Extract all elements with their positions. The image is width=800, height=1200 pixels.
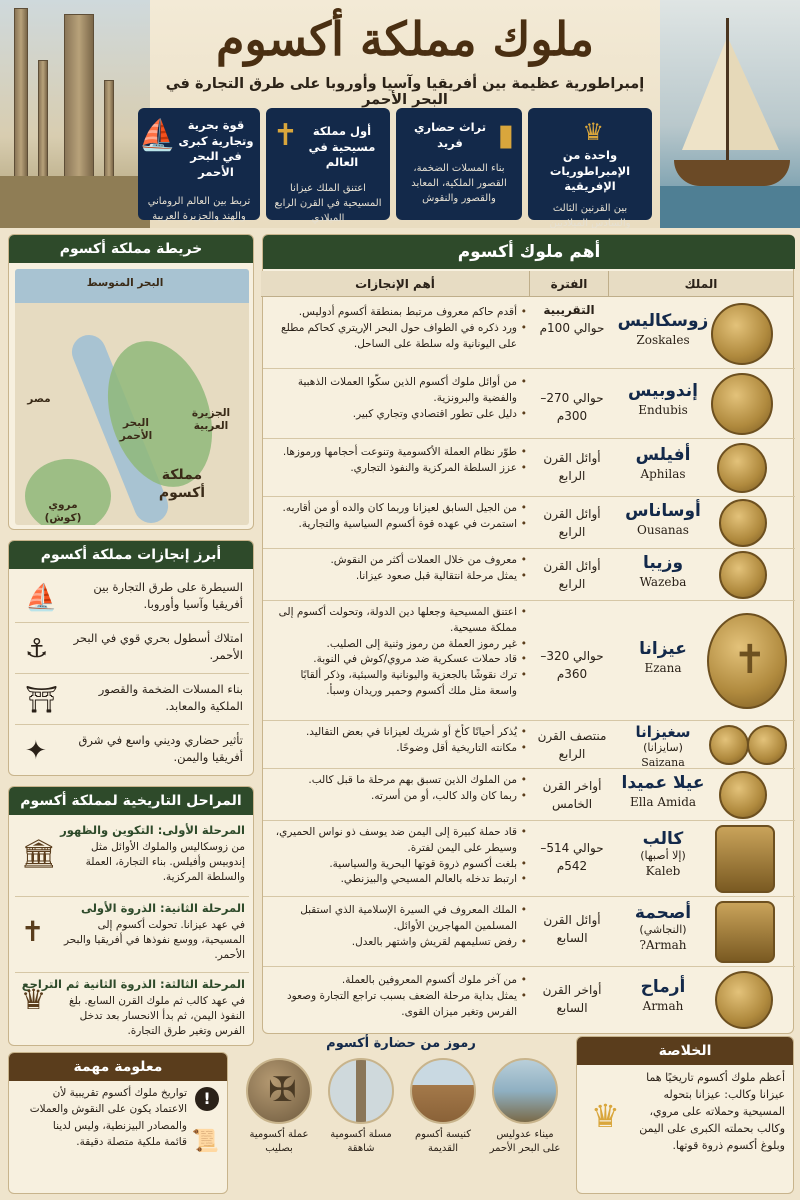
symbols-title: رموز من حضارة أكسوم: [326, 1036, 476, 1051]
coin-portrait: [711, 303, 773, 365]
stage-item: ✝ المرحلة الثانية: الذروة الأولى في عهد عيزانا. تحولت أكسوم إلى المسيحية، ووسع نفوذها في أفريقيا والبحر الأحمر.: [15, 901, 249, 973]
coin-portrait: [747, 725, 787, 765]
ship-icon: ⛵: [25, 583, 58, 613]
map-panel: [8, 234, 254, 530]
header-banner: [0, 0, 800, 228]
obelisk-icon: ▮: [497, 118, 514, 153]
exclamation-icon: !: [195, 1087, 219, 1111]
crown-icon: ♛: [21, 983, 47, 1016]
ship-illustration: [660, 0, 800, 228]
coin-portrait: [707, 613, 787, 709]
symbol-item: مسلة أكسومية شاهقة: [324, 1058, 398, 1156]
column-header-king: الملك: [609, 271, 793, 297]
feature-card: ⛵ قوة بحرية وتجارية كبرى في البحر الأحمر تربط بين العالم الروماني والهند والجزيرة العربية: [138, 108, 260, 220]
scroll-icon: 📜: [191, 1129, 219, 1154]
achievements-title: أبرز إنجازات مملكة أكسوم: [9, 541, 253, 569]
coin-portrait: [717, 443, 767, 493]
feature-card: ♛ واحدة من الإمبراطوريات الإفريقية بين القرنين الثالث والسادس الميلاديين: [528, 108, 652, 220]
crown-icon: ♛: [582, 118, 604, 146]
page-title: ملوك مملكة أكسوم: [215, 12, 595, 66]
kingdom-map: البحر المتوسط مصر البحر الأحمر الجزيرة العربية مملكة أكسوم مروي (كوش): [15, 269, 249, 525]
cross-icon: ✝: [733, 637, 767, 683]
cross-icon: ✝: [272, 118, 298, 153]
table-row: ✝ عيزانا Ezana حوالي 320–360م • اعتنق المسيحية وجعلها دين الدولة، وتحولت أكسوم إلى مملكة مسيحية. • غير رموز العملة من رموز وثنية إلى الصليب. • قاد حملات عسكرية ضد مروي/كوش في النوبة. • ترك نقوشًا بالجعزية واليونانية والسبئية، وذكر ألقابًا واسعة مثل ملك أكسوم وحمير وريدان وسبأ.: [263, 601, 795, 721]
coin-portrait: [709, 725, 749, 765]
king-portrait: [715, 825, 775, 893]
summary-panel: [576, 1036, 794, 1194]
obelisk-image: [328, 1058, 394, 1124]
list-item: ⛵ السيطرة على طرق التجارة بين أفريقيا وآسيا وأوروبا.: [15, 573, 249, 623]
coin-portrait: [719, 771, 767, 819]
info-panel: [8, 1052, 228, 1194]
stages-title: المراحل التاريخية لمملكة أكسوم: [9, 787, 253, 815]
feature-card: ✝ أول مملكة مسيحية في العالم اعتنق الملك عيزانا المسيحية في القرن الرابع الميلادي: [266, 108, 390, 220]
kings-table-panel: [262, 234, 794, 1034]
symbols-panel: [236, 1036, 566, 1194]
stage-item: 🏛 المرحلة الأولى: التكوين والظهور من زوسكاليس والملوك الأوائل مثل إندوبيس وأفيلس. بناء التجارة، العملة والسلطة المركزية.: [15, 823, 249, 897]
table-row: أفيلس Aphilas أوائل القرن الرابع • طوّر نظام العملة الأكسومية وتنوعت أحجامها ورموزها. • عزز السلطة المركزية والنفوذ التجاري.: [263, 439, 795, 497]
coin-portrait: [719, 551, 767, 599]
column-header-period: الفترة التقريبية: [529, 271, 609, 297]
kings-title: أهم ملوك أكسوم: [263, 235, 795, 269]
ship-icon: ⛵: [138, 118, 176, 153]
cross-icon: ✠: [268, 1070, 297, 1110]
stage-item: ♛ المرحلة الثالثة: الذروة الثانية ثم التراجع في عهد كالب ثم ملوك القرن السابع. بلغ النفوذ اليمن، ثم بدأ الانحسار بعد تدخل الفرس وتغير طرق التجارة.: [21, 977, 245, 1038]
coin-portrait: [711, 373, 773, 435]
info-title: معلومة مهمة: [9, 1053, 227, 1081]
list-item: ✦ تأثير حضاري وديني واسع في شرق أفريقيا واليمن.: [25, 733, 243, 766]
table-row: أرماح Armah أواخر القرن السابع • من آخر ملوك أكسوم المعروفين بالعملة. • يمثل بداية مرحلة الضعف بسبب تراجع التجارة وصعود الفرس وتغير ميزان القوى.: [263, 967, 795, 1033]
obelisks-illustration: [0, 0, 150, 228]
table-row: إندوبيس Endubis حوالي 270–300م • من أوائل ملوك أكسوم الذين سكّوا العملات الذهبية والفضية والبرونزية. • دليل على تطور اقتصادي وتجاري كبير.: [263, 369, 795, 439]
info-text: تواريخ ملوك أكسوم تقريبية لأن الاعتماد يكون على النقوش والعملات والمصادر البيزنطية، وليس لدينا قائمة ملكية متصلة دقيقة.: [29, 1087, 187, 1148]
symbol-item: ✠ عملة أكسومية بصليب: [242, 1058, 316, 1156]
table-row: زوسكاليس Zoskales حوالي 100م • أقدم حاكم معروف مرتبط بمنطقة أكسوم أدوليس. • ورد ذكره في الطواف حول البحر الإريتري كحاكم مطلع على اليونانية وله سلطة على الساحل.: [263, 299, 795, 369]
temple-icon: ⛩: [25, 685, 59, 715]
eagle-icon: ✦: [25, 736, 47, 766]
coin-image: [246, 1058, 312, 1124]
harbor-image: [492, 1058, 558, 1124]
table-row: أوساناس Ousanas أوائل القرن الرابع • من الجيل السابق لعيزانا وربما كان والده أو من أقاربه. • استمرت في عهده قوة أكسوم السياسية والتجارية.: [263, 497, 795, 549]
table-row: سغيزانا (سايزانا) Saizana منتصف القرن الرابع • يُذكر أحيانًا كأخ أو شريك لعيزانا في بعض التقاليد. • مكانته التاريخية أقل وضوحًا.: [263, 721, 795, 769]
coin-portrait: [715, 971, 773, 1029]
table-row: كالب (إلا أصبها) Kaleb حوالي 514–542م • قاد حملة كبيرة إلى اليمن ضد يوسف ذو نواس الحميري، وسيطر على اليمن لفترة. • بلغت أكسوم ذروة قوتها البحرية والسياسية. • ارتبط تدخله بالعالم المسيحي والبيزنطي.: [263, 821, 795, 897]
anchor-icon: ⚓: [25, 634, 49, 664]
table-row: عيلا عميدا Ella Amida أواخر القرن الخامس • من الملوك الذين تسبق بهم مرحلة ما قبل كالب. • ربما كان والد كالب، أو من أسرته.: [263, 769, 795, 821]
coin-portrait: [719, 499, 767, 547]
symbol-item: ميناء عدوليس على البحر الأحمر: [488, 1058, 562, 1156]
achievements-panel: [8, 540, 254, 776]
list-item: ⚓ امتلاك أسطول بحري قوي في البحر الأحمر.: [15, 624, 249, 674]
map-title: خريطة مملكة أكسوم: [9, 235, 253, 263]
temple-icon: 🏛: [21, 837, 57, 870]
page-subtitle: إمبراطورية عظيمة بين أفريقيا وآسيا وأوروبا على طرق التجارة في البحر الأحمر: [165, 76, 645, 108]
column-header-achievements: أهم الإنجازات: [261, 271, 529, 297]
king-portrait: [715, 901, 775, 963]
feature-card: ▮ تراث حضاري فريد بناء المسلات الضخمة، القصور الملكية، المعابد والقصور والنقوش: [396, 108, 522, 220]
list-item: ⛩ بناء المسلات الضخمة والقصور الملكية والمعابد.: [15, 675, 249, 725]
stages-panel: [8, 786, 254, 1046]
table-row: أصحمة (النجاشي) Armah? أوائل القرن السابع • الملك المعروف في السيرة الإسلامية الذي استقبل المسلمين المهاجرين الأوائل. • رفض تسليمهم لقريش واشتهر بالعدل.: [263, 897, 795, 967]
summary-text: أعظم ملوك أكسوم تاريخيًا هما عيزانا وكالب: عيزانا بتحوله المسيحية وحملاته على مروي، وكالب بحملته الكبرى على اليمن وبلوغ أكسوم ذروة قوتها.: [639, 1071, 785, 1153]
crown-icon: ♛: [591, 1097, 620, 1135]
cross-icon: ✝: [21, 915, 45, 948]
summary-title: الخلاصة: [577, 1037, 793, 1065]
table-row: وزيبا Wazeba أوائل القرن الرابع • معروف من خلال العملات أكثر من النقوش. • يمثل مرحلة انتقالية قبل صعود عيزانا.: [263, 549, 795, 601]
symbol-item: كنيسة أكسوم القديمة: [406, 1058, 480, 1156]
church-image: [410, 1058, 476, 1124]
